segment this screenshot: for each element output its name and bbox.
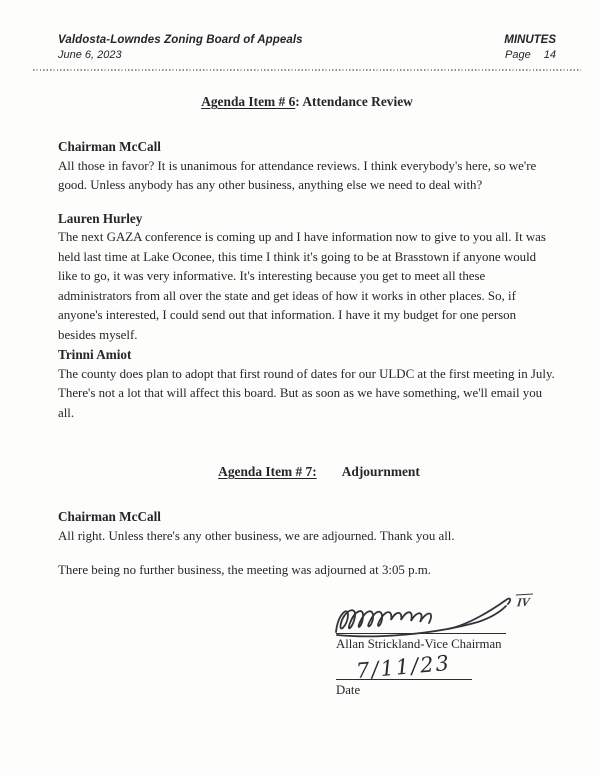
- signature-initials: IV: [514, 593, 533, 610]
- page-label: Page: [505, 49, 531, 61]
- speech-text: All those in favor? It is unanimous for attendance reviews. I think everybody's here, so we're good. Unless anybody has any other business, anything else we need to deal with?: [58, 158, 537, 192]
- speech-text: All right. Unless there's any other business, we are adjourned. Thank you all.: [58, 528, 455, 543]
- speech-chairman-mccall-adjournment: [58, 507, 556, 546]
- speaker-name: Chairman McCall: [58, 509, 161, 524]
- document-type-label: MINUTES: [504, 34, 556, 46]
- speech-lauren-hurley: [58, 209, 556, 346]
- document-header: [58, 34, 556, 61]
- page-number: 14: [543, 49, 556, 61]
- speech-text: The next GAZA conference is coming up and I have information now to give to you all. It was held last time at Lake Oconee, this time I think it's going to be at Brasstown if anyone would like to go, it was very informative. It's interesting because you get to meet all these administrators from all over the state and get ideas of how it works in other places. So, if anyone's interested, I could send out that information. I have it my budget for one person besides myself.: [58, 230, 546, 342]
- vice-chairman-signature: [336, 593, 546, 633]
- vice-chairman-name: Allan Strickland-Vice Chairman: [336, 636, 502, 651]
- organization-name: Valdosta-Lowndes Zoning Board of Appeals: [58, 34, 303, 46]
- agenda-item-7-title: Adjournment: [341, 464, 420, 479]
- date-label: Date: [336, 682, 361, 697]
- header-left: [58, 34, 303, 61]
- speaker-name: Chairman McCall: [58, 139, 161, 154]
- meeting-date: June 6, 2023: [58, 49, 122, 61]
- handwritten-date: 7/11/23: [355, 650, 452, 683]
- adjournment-closing-statement: There being no further business, the meeting was adjourned at 3:05 p.m.: [58, 563, 432, 577]
- signature-block: [336, 593, 546, 698]
- speech-text: The county does plan to adopt that first round of dates for our ULDC at the first meeting in July. There's not a lot that will affect this board. But as soon as we have something, we'll email you all.: [58, 366, 555, 420]
- agenda-item-7-heading: [58, 464, 556, 480]
- agenda-item-7-label: Agenda Item # 7:: [218, 464, 317, 479]
- speech-chairman-mccall: [58, 137, 556, 196]
- speaker-name: Trinni Amiot: [58, 347, 132, 362]
- speech-trinni-amiot: [58, 345, 556, 423]
- agenda-item-6-title: : Attendance Review: [295, 94, 413, 109]
- header-divider: [33, 69, 581, 71]
- speaker-name: Lauren Hurley: [58, 210, 143, 226]
- agenda-item-6-label: Agenda Item # 6: [201, 94, 296, 109]
- agenda-item-6-heading: [58, 94, 556, 110]
- page-indicator: [504, 49, 556, 61]
- header-right: [504, 34, 556, 61]
- signature-ink-icon: [330, 592, 530, 640]
